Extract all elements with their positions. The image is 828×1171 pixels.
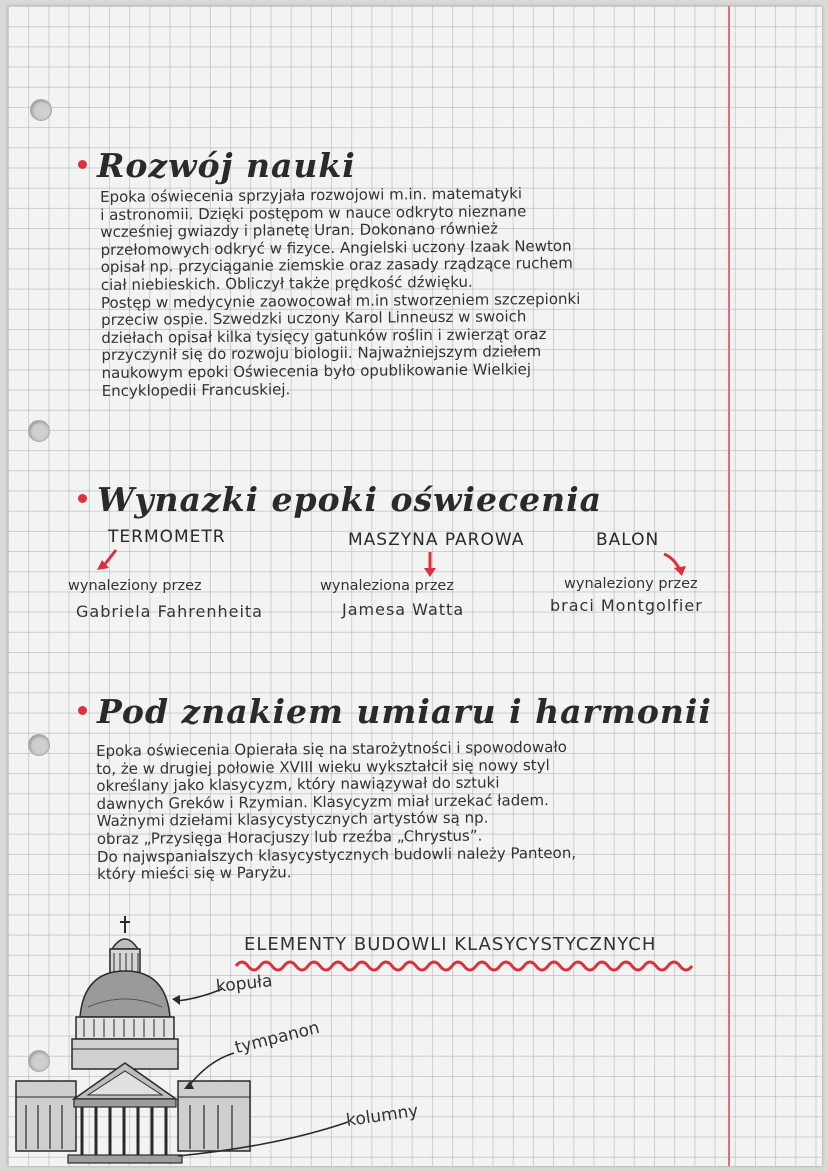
margin-line <box>728 6 730 1166</box>
red-arrow-icon <box>420 550 440 580</box>
invention-inventor-label: wynaleziona przez <box>320 578 454 594</box>
section-heading-classicism: Pod znakiem umiaru i harmonii <box>78 692 712 731</box>
text-line: to, że w drugiej połowie XVIII wieku wykształcił się nowy styl <box>96 755 550 778</box>
text-line: Do najwspanialszych klasycystycznych budowli należy Panteon, <box>96 843 577 866</box>
text-line: dawnych Greków i Rzymian. Klasycyzm miał urzekać ładem. <box>96 790 549 813</box>
label-tympanum: tympanon <box>232 1017 322 1059</box>
text-line: ciał niebieskich. Obliczył także prędkość dźwięku. <box>100 272 473 294</box>
punch-hole <box>28 734 50 756</box>
section-heading-inventions: Wynazki epoki oświecenia <box>78 480 602 519</box>
wavy-underline <box>234 956 694 976</box>
text-line: naukowym epoki Oświecenia było opublikowanie Wielkiej <box>101 360 532 382</box>
punch-hole <box>28 420 50 442</box>
text-line: wcześniej gwiazdy i planetę Uran. Dokonano również <box>100 219 498 242</box>
invention-name: MASZYNA PAROWA <box>348 530 525 550</box>
text-line: obraz „Przysięga Horacjuszy lub rzeźba „Chrystus”. <box>96 826 483 848</box>
bullet-dot <box>78 160 87 169</box>
text-line: przełomowych odkryć w fizyce. Angielski uczony Izaak Newton <box>100 236 572 259</box>
invention-name: BALON <box>596 530 660 550</box>
invention-inventor: Gabriela Fahrenheita <box>76 602 263 621</box>
invention-inventor-label: wynaleziony przez <box>68 578 202 594</box>
invention-name: TERMOMETR <box>108 527 226 547</box>
elements-subtitle: ELEMENTY BUDOWLI KLASYCYSTYCZNYCH <box>244 934 657 955</box>
science-paragraph <box>100 184 732 401</box>
invention-inventor-label: wynaleziony przez <box>564 576 698 592</box>
text-line: Postęp w medycynie zaowocował m.in stworzeniem szczepionki <box>100 289 581 312</box>
label-columns: kolumny <box>344 1101 420 1131</box>
classicism-paragraph <box>96 737 777 884</box>
notebook-page <box>8 6 822 1166</box>
text-line: który mieści się w Paryżu. <box>97 863 292 884</box>
bullet-dot <box>78 706 87 715</box>
section-heading-science: Rozwój nauki <box>78 146 356 185</box>
invention-inventor: braci Montgolfier <box>550 596 703 615</box>
invention-inventor: Jamesa Watta <box>342 600 465 619</box>
columns-pointer-line <box>178 1116 358 1166</box>
text-line: przyczynił się do rozwoju biologii. Najważniejszym dziełem <box>101 342 542 365</box>
text-line: określany jako klasycyzm, który nawiązywał do sztuki <box>96 773 500 796</box>
text-line: dziełach opisał kilka tysięcy gatunków roślin i zwierząt oraz <box>101 324 547 347</box>
text-line: i astronomii. Dzięki postępom w nauce odkryto nieznane <box>100 201 527 224</box>
text-line: opisał np. przyciąganie ziemskie oraz zasady rządzące ruchem <box>100 254 573 277</box>
punch-hole <box>30 99 52 121</box>
text-line: Encyklopedii Francuskiej. <box>101 379 291 400</box>
text-line: przeciw ospie. Szwedzki uczony Karol Linneusz w swoich <box>101 307 527 330</box>
red-arrow-icon <box>94 546 124 576</box>
text-line: Ważnymi dziełami klasycystycznych artystów są np. <box>96 808 489 831</box>
bullet-dot <box>78 494 87 503</box>
text-line: Epoka oświecenia Opierała się na starożytności i spowodowało <box>95 737 567 760</box>
label-dome: kopuła <box>215 971 274 997</box>
text-line: Epoka oświecenia sprzyjała rozwojowi m.in. matematyki <box>99 184 523 206</box>
